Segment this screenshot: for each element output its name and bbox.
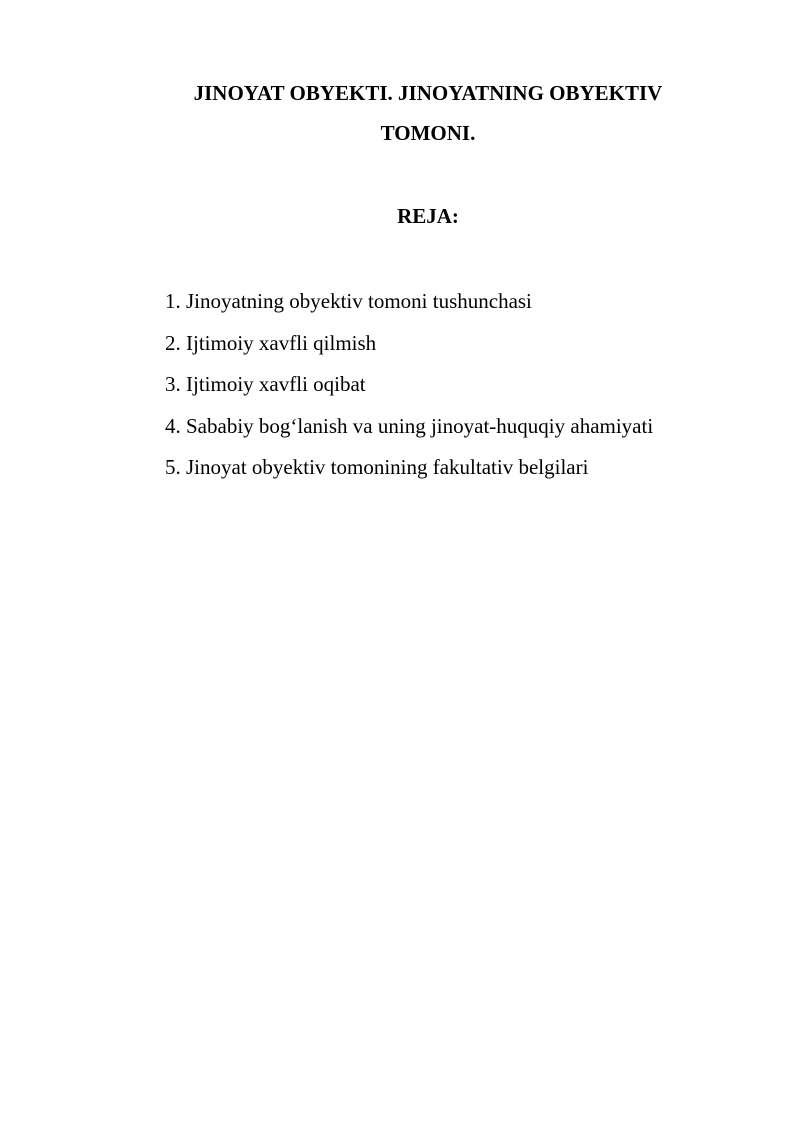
- title-line-2: TOMONI.: [380, 121, 476, 145]
- plan-heading: REJA:: [397, 204, 459, 228]
- plan-list: [165, 281, 653, 489]
- plan-item: 2. Ijtimoiy xavfli qilmish: [165, 330, 377, 355]
- plan-item: 1. Jinoyatning obyektiv tomoni tushunchasi: [165, 289, 532, 313]
- document-title: [100, 73, 756, 153]
- title-line-1: JINOYAT OBYEKTI. JINOYATNING OBYEKTIV: [193, 81, 663, 105]
- plan-item: 5. Jinoyat obyektiv tomonining fakultativ belgilari: [165, 455, 589, 479]
- plan-item: 4. Sababiy bog‘lanish va uning jinoyat-huquqiy ahamiyati: [165, 413, 654, 438]
- plan-item: 3. Ijtimoiy xavfli oqibat: [165, 372, 366, 396]
